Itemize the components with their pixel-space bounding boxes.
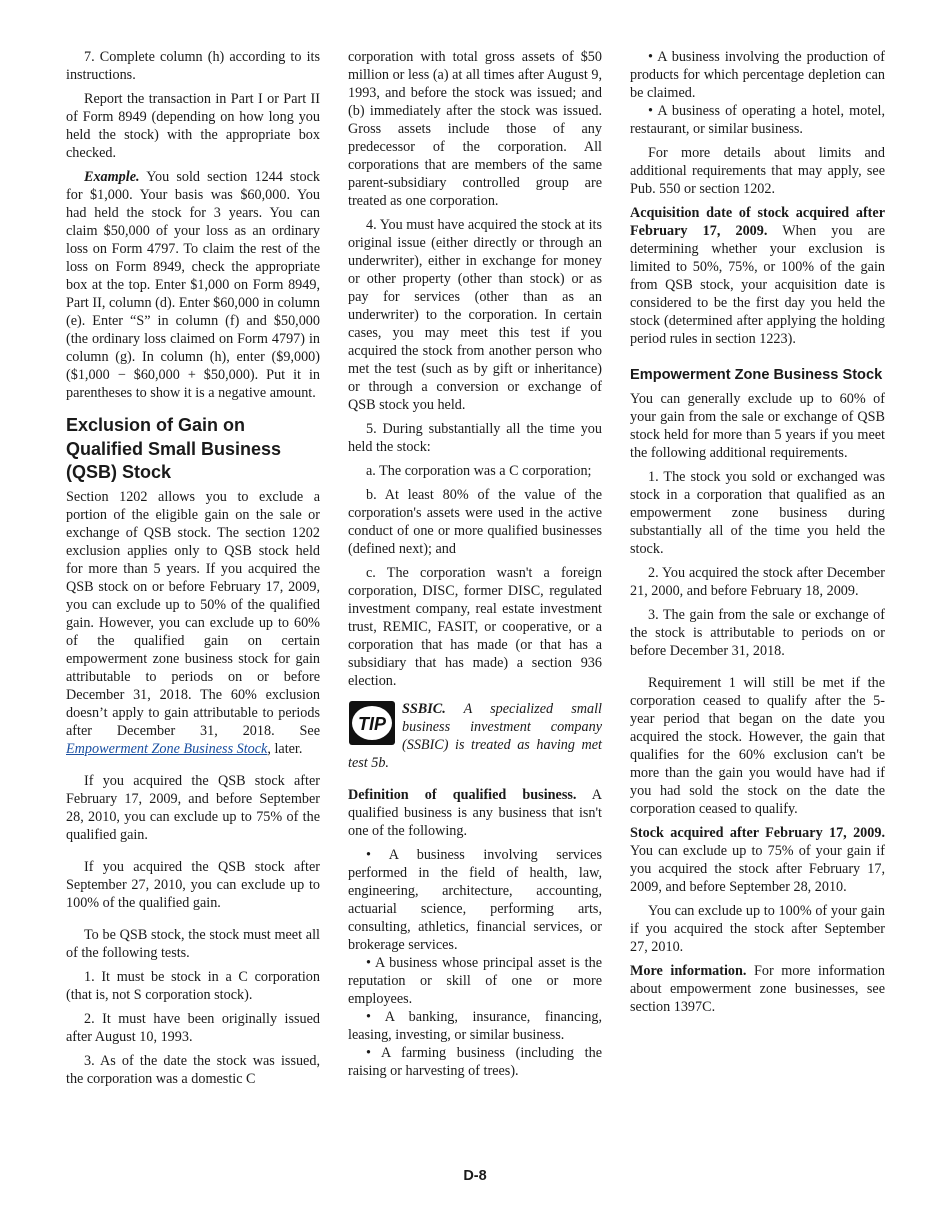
definition-paragraph — [348, 786, 602, 840]
acquisition-label: Acquisition date of stock acquired after February 17, 2009. — [630, 205, 885, 239]
bullet-text: A business involving services performed in the field of health, law, engineering, architecture, accounting, actuarial science, performing arts, consulting, athletics, financial services, or brokerage services. — [348, 847, 602, 953]
paragraph: Report the transaction in Part I or Part II of Form 8949 (depending on how long you held the stock) with the appropriate box checked. — [66, 91, 320, 161]
bullet-item: • A banking, insurance, financing, leasing, investing, or similar business. — [348, 1009, 602, 1043]
paragraph: If you acquired the QSB stock after September 27, 2010, you can exclude up to 100% of the qualified gain. — [66, 858, 320, 911]
page-number: D-8 — [463, 1168, 487, 1184]
test-item: 4. You must have acquired the stock at its original issue (either directly or through an underwriter), either in exchange for money or other property (other than stock) or as pay for services (other than as an underwriter) to the corporation. In certain cases, you may meet this test if you acquired the stock from another person who met the test (such as by gift or inheritance) or through a conversion or exchange of QSB stock you held. — [348, 217, 602, 413]
requirement-item: 2. You acquired the stock after December 21, 2000, and before February 18, 2009. — [630, 564, 885, 599]
test-item: 1. It must be stock in a C corporation (that is, not S corporation stock). — [66, 968, 320, 1003]
qsb-intro-tail: , later. — [267, 740, 303, 757]
paragraph: You can exclude up to 100% of your gain if you acquired the stock after September 27, 2010. — [630, 902, 885, 955]
example-label: Example. — [84, 169, 140, 185]
paragraph: To be QSB stock, the stock must meet all of the following tests. — [66, 926, 320, 961]
bullet-item: • A business involving services performed in the field of health, law, engineering, architecture, accounting, actuarial science, performing arts, consulting, athletics, financial services, or brokerage services. — [348, 847, 602, 953]
bullet-text: A banking, insurance, financing, leasing, investing, or similar business. — [348, 1009, 602, 1043]
paragraph: 7. Complete column (h) according to its instructions. — [66, 49, 320, 83]
section-heading-qsb: Exclusion of Gain on Qualified Small Business (QSB) Stock — [66, 415, 282, 482]
example-paragraph — [66, 168, 320, 402]
more-information-paragraph — [630, 962, 885, 1016]
more-information-body: For more information about empowerment zone businesses, see section 1397C. — [630, 962, 885, 1015]
bullet-text: A business of operating a hotel, motel, restaurant, or similar business. — [630, 103, 886, 137]
test-item: 2. It must have been originally issued after August 10, 1993. — [66, 1010, 320, 1045]
tip-body: A specialized small business investment company (SSBIC) is treated as having met test 5b. — [348, 701, 602, 771]
requirement-item: 3. The gain from the sale or exchange of the stock is attributable to periods on or before December 31, 2018. — [630, 606, 885, 659]
bullet-item: • A farming business (including the raising or harvesting of trees). — [348, 1045, 603, 1079]
section-heading-empowerment-zone: Empowerment Zone Business Stock — [630, 367, 883, 383]
bullet-text: A business whose principal asset is the reputation or skill of one or more employees. — [348, 955, 602, 1007]
acquisition-body: When you are determining whether your exclusion is limited to 50%, 75%, or 100% of the gain from QSB stock, your acquisition date is considered to be the first day you held the stock (determined after applying the holding period rules in section 1223). — [630, 223, 885, 347]
more-information-label: More information. — [630, 962, 747, 979]
paragraph: If you acquired the QSB stock after February 17, 2009, and before September 28, 2010, you can exclude up to 75% of the qualified gain. — [66, 772, 320, 843]
paragraph-continued: corporation with total gross assets of $50 million or less (a) at all times after August 9, 1993, and before the stock was issued; and (b) immediately after the stock was issued. Gross assets include those of any predecessor of the corporation. All corporations that are members of the same parent-subsidiary controlled group are treated as one corporation. — [348, 49, 602, 209]
bullet-item: • A business of operating a hotel, motel, restaurant, or similar business. — [630, 103, 886, 137]
requirement-item: 1. The stock you sold or exchanged was stock in a corporation that qualified as an empowerment zone business during substantially all of the time you held the stock. — [630, 468, 885, 557]
qsb-intro-text: Section 1202 allows you to exclude a portion of the eligible gain on the sale or exchange of QSB stock. The section 1202 exclusion applies only to QSB stock held for more than 5 years. If you acquired the QSB stock on or before February 17, 2009, you can exclude up to 50% of the qualified gain. However, you can exclude up to 60% of the qualified gain on certain empowerment zone business stock for gain attributable to periods on or before December 31, 2018. The 60% exclusion doesn’t apply to gain attributable to periods after December 31, 2018. See — [66, 488, 320, 739]
stock-acquired-paragraph — [630, 824, 885, 896]
paragraph: Requirement 1 will still be met if the corporation ceased to qualify after the 5-year period that began on the date you acquired the stock. However, the gain that qualifies for the 60% exclusion can't be more than the gain you would have had if you had sold the stock on the date the corporation ceased to qualify. — [630, 674, 885, 817]
stock-acquired-label: Stock acquired after February 17, 2009. — [630, 824, 885, 841]
test-subitem: b. At least 80% of the value of the corporation's assets were used in the active conduct of one or more qualified businesses (defined next); and — [348, 487, 602, 557]
tip-label: SSBIC. — [402, 701, 446, 717]
bullet-item: • A business whose principal asset is the reputation or skill of one or more employees. — [348, 955, 602, 1007]
column-middle — [348, 48, 602, 1080]
test-item: 5. During substantially all the time you held the stock: — [348, 421, 602, 455]
definition-body: A qualified business is any business that isn't one of the following. — [348, 787, 602, 839]
test-subitem: a. The corporation was a C corporation; — [366, 463, 592, 479]
acquisition-paragraph — [630, 204, 885, 348]
stock-acquired-body: You can exclude up to 75% of your gain if you acquired the stock after February 17, 2009, and before September 28, 2010. — [630, 842, 885, 895]
tip-icon — [348, 700, 396, 746]
example-body: You sold section 1244 stock for $1,000. Your basis was $60,000. You had held the stock for 3 years. You can claim $50,000 of your loss as an ordinary loss on Form 4797. To claim the rest of the loss on Form 8949, check the appropriate box at the top. Enter $1,000 on Form 8949, Part II, column (d). Enter $60,000 in column (e). Enter “S” in column (f) and $50,000 (the ordinary loss claimed on Form 4797) in column (g). In column (h), enter ($9,000) ($1,000 − $60,000 + $50,000). Put it in parentheses to show it is a negative amount. — [66, 169, 320, 401]
bullet-text: A farming business (including the raising or harvesting of trees). — [348, 1045, 603, 1079]
empowerment-zone-link[interactable]: Empowerment Zone Business Stock — [66, 740, 268, 757]
column-left — [66, 48, 320, 1094]
definition-label: Definition of qualified business. — [348, 787, 577, 803]
paragraph: You can generally exclude up to 60% of your gain from the sale or exchange of QSB stock held for more than 5 years if you meet the following additional requirements. — [630, 390, 885, 461]
bullet-text: A business involving the production of products for which percentage depletion can be claimed. — [630, 49, 885, 101]
tip-icon-label: TIP — [357, 714, 387, 734]
tip-note — [348, 700, 602, 772]
paragraph: For more details about limits and additional requirements that may apply, see Pub. 550 or section 1202. — [630, 145, 885, 197]
test-subitem: c. The corporation wasn't a foreign corporation, DISC, former DISC, regulated investment company, real estate investment trust, REMIC, FASIT, or cooperative, or a corporation that has made (or that has a subsidiary that has made) a section 936 election. — [348, 565, 602, 689]
bullet-item: • A business involving the production of products for which percentage depletion can be claimed. — [630, 49, 885, 101]
column-right — [630, 48, 885, 1022]
test-item: 3. As of the date the stock was issued, the corporation was a domestic C — [66, 1052, 320, 1087]
qsb-intro-paragraph — [66, 488, 320, 758]
